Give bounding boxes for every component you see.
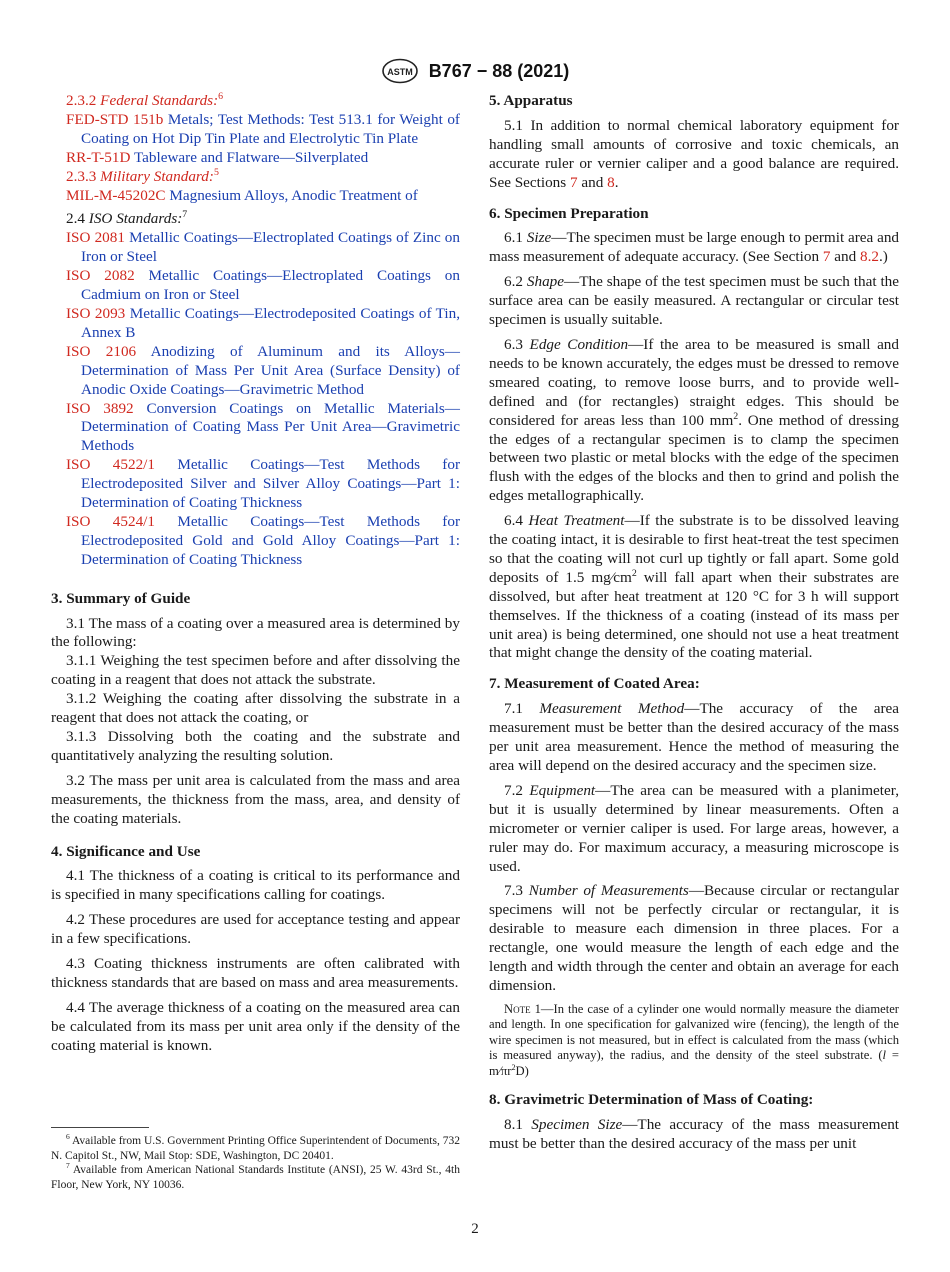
para-7-2: 7.2 Equipment—The area can be measured with a planimeter, but it is usually determined by linear measurements. Often a micrometer or vernier caliper is used. For large areas, however, a ruler may do. For maximum accuracy, a measuring microscope is used.: [489, 781, 900, 875]
astm-logo-text: ASTM: [386, 67, 413, 77]
para-3-1-1: 3.1.1 Weighing the test specimen before and after dissolving the coating in a reagent that does not attack the substrate.: [51, 652, 460, 689]
para-7-3: 7.3 Number of Measurements—Because circular or rectangular specimens will not be perfectly circular or rectangular, it is desirable to measure each dimension in three places. For a rectangle, one would measure the length of each edge and the length and width through the center and obtain an average for each dimension.: [489, 882, 900, 994]
para-4-4: 4.4 The average thickness of a coating on the measured area can be calculated from its mass per unit area only if the density of the coating material is known.: [51, 998, 460, 1054]
ref-iso-3892: ISO 3892 Conversion Coatings on Metallic Materials—Determination of Coating Mass Per Unit Area—Gravimetric Methods: [66, 399, 460, 455]
ref-iso-2081: ISO 2081 Metallic Coatings—Electroplated Coatings of Zinc on Iron or Steel: [66, 229, 460, 266]
subsection-2-4: 2.4 ISO Standards:$^7$: [66, 209, 188, 228]
para-4-1: 4.1 The thickness of a coating is critical to its performance and is specified in many specifications calling for coatings.: [51, 867, 460, 904]
ref-code-link[interactable]: ISO 2082: [66, 267, 135, 285]
footnotes: [51, 1134, 460, 1192]
section-7-link[interactable]: 7: [570, 173, 578, 191]
page-header: [0, 58, 950, 84]
footnote-6: $^6$ Available from U.S. Government Printing Office Superintendent of Documents, 732 N. Capitol St., NW, Mail Stop: SDE, Washington, DC 20401.: [51, 1132, 460, 1162]
ref-mil-m-45202c: MIL-M-45202C Magnesium Alloys, Anodic Treatment of: [66, 186, 418, 204]
ref-code-link[interactable]: ISO 2081: [66, 229, 125, 247]
right-column: [489, 92, 899, 1160]
section-7-heading: 7. Measurement of Coated Area:: [489, 675, 700, 693]
para-6-4: 6.4 Heat Treatment—If the substrate is to be dissolved leaving the coating intact, it is desirable to first heat-treat the test specimen so that the coating will not curl up tightly or fall apart. Some gold deposits of 1.5 $mg⁄cm^2$ will fall apart when their substrates are dissolved, but after heat treatment at 120 °C for 3 h will support themselves. If the thickness of a coating (instead of its mass per unit area) is being determined, one should not use a heat treatment that might change the density of the coating material.: [489, 512, 900, 662]
ref-fed-std-151b: FED-STD 151b Metals; Test Methods: Test 513.1 for Weight of Coating on Hot Dip Tin Plate and Electrolytic Tin Plate: [66, 110, 460, 147]
ref-code-link[interactable]: MIL-M-45202C: [66, 186, 166, 204]
section-8-link[interactable]: 8: [607, 173, 615, 191]
section-6-heading: 6. Specimen Preparation: [489, 204, 649, 222]
para-8-1: 8.1 Specimen Size—The accuracy of the mass measurement must be better than the desired accuracy of the mass per unit: [489, 1116, 900, 1153]
ref-iso-2093: ISO 2093 Metallic Coatings—Electrodeposited Coatings of Tin, Annex B: [66, 304, 460, 341]
para-3-2: 3.2 The mass per unit area is calculated from the mass and area measurements, the thickness from the mass, area, and density of the coating materials.: [51, 771, 460, 827]
section-8-2-link[interactable]: 8.2: [859, 248, 879, 266]
ref-rr-t-51d: RR-T-51D Tableware and Flatware—Silverplated: [66, 148, 369, 166]
para-5-1: 5.1 In addition to normal chemical laboratory equipment for handling small amounts of corrosive and toxic chemicals, an accurate ruler or vernier caliper and a good balance are required. See Sections 7 and 8.: [489, 116, 899, 191]
ref-code-link[interactable]: FED-STD 151b: [66, 110, 164, 128]
section-5-heading: 5. Apparatus: [489, 92, 573, 109]
section-7-link[interactable]: 7: [822, 248, 831, 266]
para-6-3: 6.3 Edge Condition—If the area to be measured is small and needs to be known accurately, the edges must be dressed to remove smeared coating, to remove loose burrs, and to provide well-defined and (for rectangles) straight edges. This should be considered for areas less than 100 $mm^2$. One method of dressing the edges of a rectangular specimen is to clamp the specimen between two plastic or metal blocks with the edge of the specimen flush with the edges of the blocks and then to grind and polish the edges metallographically.: [489, 335, 899, 505]
subsection-2-3-3: 2.3.3 Military Standard:$^5$: [66, 166, 219, 185]
note-1: Note 1—In the case of a cylinder one would normally measure the diameter and length. In one specification for galvanized wire (fencing), the length of the wire specimen is not measured, but in effect is calculated from the mass (which is measured anyway), the radius, and the density of the steel substrate. $(l = m⁄\pi r^2D)$: [489, 1001, 899, 1078]
para-3-1-3: 3.1.3 Dissolving both the coating and the substrate and quantitatively analyzing the resulting solution.: [51, 728, 460, 764]
para-6-1: 6.1 Size—The specimen must be large enough to permit area and mass measurement of adequate accuracy. (See Section 7 and 8.2.): [489, 229, 900, 266]
ref-iso-2082: ISO 2082 Metallic Coatings—Electroplated Coatings on Cadmium on Iron or Steel: [66, 267, 460, 304]
para-7-1: 7.1 Measurement Method—The accuracy of the area measurement must be better than the desired accuracy of the mass per unit area measurement. Hence the method of measuring the area will depend on the desired accuracy and the specimen size.: [489, 700, 899, 774]
ref-iso-4522-1: ISO 4522/1 Metallic Coatings—Test Methods for Electrodeposited Silver and Silver Alloy Coatings—Part 1: Determination of Coating Thickness: [66, 456, 461, 512]
section-4-heading: 4. Significance and Use: [51, 842, 201, 860]
astm-logo-icon: [381, 58, 419, 84]
ref-iso-4524-1: ISO 4524/1 Metallic Coatings—Test Methods for Electrodeposited Gold and Gold Alloy Coatings—Part 1: Determination of Coating Thickness: [66, 512, 461, 568]
page-number: 2: [471, 1221, 479, 1237]
para-3-1-2: 3.1.2 Weighing the coating after dissolving the substrate in a reagent that does not attack the coating, or: [51, 690, 460, 727]
section-3-heading: 3. Summary of Guide: [51, 589, 191, 607]
para-6-2: 6.2 Shape—The shape of the test specimen must be such that the surface area can be easily measured. A rectangular or circular test specimen is usually suitable.: [489, 273, 900, 329]
para-4-2: 4.2 These procedures are used for acceptance testing and appear in a few specifications.: [51, 911, 460, 948]
ref-code-link[interactable]: ISO 2106: [66, 342, 137, 360]
ref-iso-2106: ISO 2106 Anodizing of Aluminum and its Alloys—Determination of Mass Per Unit Area (Surface Density) of Anodic Oxide Coatings—Gravimetric Method: [66, 342, 460, 398]
para-3-1: 3.1 The mass of a coating over a measured area is determined by the following:: [51, 614, 460, 651]
para-4-3: 4.3 Coating thickness instruments are often calibrated with thickness standards that are based on mass and area measurements.: [51, 955, 460, 991]
ref-code-link[interactable]: ISO 4522/1: [66, 456, 155, 474]
ref-code-link[interactable]: RR-T-51D: [66, 148, 131, 166]
ref-code-link[interactable]: ISO 3892: [66, 399, 134, 417]
document-code: B767 − 88 (2021): [428, 60, 570, 81]
footnote-divider: [51, 1127, 149, 1128]
subsection-2-3-2: 2.3.2 Federal Standards:$^6$: [66, 90, 224, 109]
section-8-heading: 8. Gravimetric Determination of Mass of Coating:: [489, 1091, 814, 1109]
footnote-7: $^7$ Available from American National Standards Institute (ANSI), 25 W. 43rd St., 4th Floor, New York, NY 10036.: [51, 1161, 460, 1191]
ref-code-link[interactable]: ISO 4524/1: [66, 512, 155, 530]
left-column: [51, 92, 460, 1062]
ref-code-link[interactable]: ISO 2093: [66, 304, 126, 322]
